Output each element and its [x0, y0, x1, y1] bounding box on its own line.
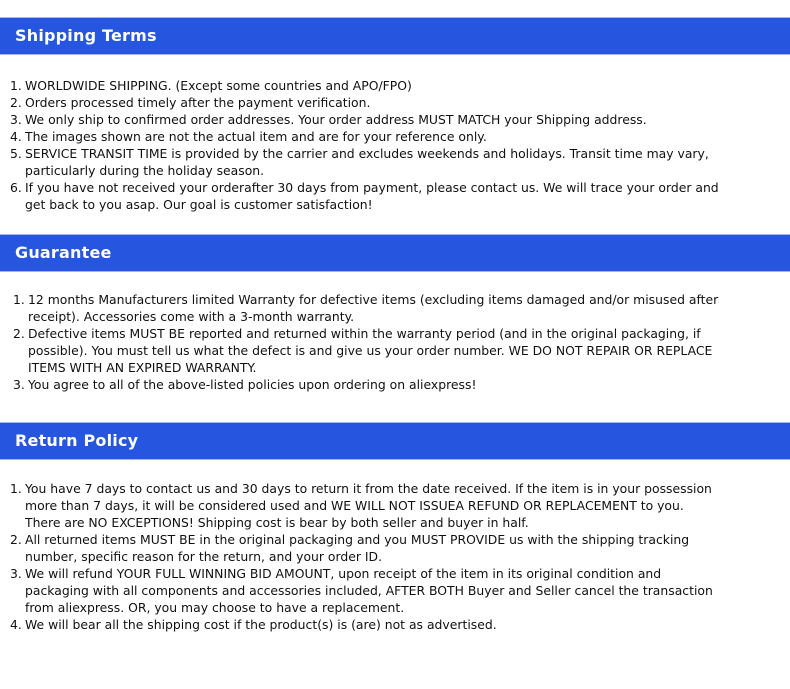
item-text-line: ITEMS WITH AN EXPIRED WARRANTY.	[28, 360, 257, 375]
return-policy-header	[0, 422, 790, 460]
item-text-line: Defective items MUST BE reported and returned within the warranty period (and in the original packaging, if	[28, 326, 701, 341]
section-title: Guarantee	[15, 243, 112, 262]
item-text-line: WORLDWIDE SHIPPING. (Except some countries and APO/FPO)	[25, 78, 412, 93]
list-item	[10, 77, 719, 94]
item-number: 6.	[10, 180, 22, 195]
item-text-line: We will bear all the shipping cost if the product(s) is (are) not as advertised.	[25, 617, 497, 632]
list-item	[10, 128, 719, 145]
item-text-line: We only ship to confirmed order addresses. Your order address MUST MATCH your Shipping address.	[25, 112, 647, 127]
item-text-line: receipt). Accessories come with a 3-month warranty.	[28, 309, 355, 324]
section-title: Return Policy	[15, 431, 139, 450]
item-text-line: particularly during the holiday season.	[25, 163, 265, 178]
item-number: 4.	[10, 129, 22, 144]
item-number: 1.	[13, 292, 25, 307]
guarantee-list	[13, 291, 718, 393]
item-text-line: possible). You must tell us what the defect is and give us your order number. WE DO NOT REPAIR OR REPLACE	[28, 343, 713, 358]
item-text-line: You have 7 days to contact us and 30 days to return it from the date received. If the item is in your possession	[25, 481, 712, 496]
item-text-line: If you have not received your orderafter 30 days from payment, please contact us. We will trace your order and	[25, 180, 719, 195]
item-text-line: SERVICE TRANSIT TIME is provided by the carrier and excludes weekends and holidays. Transit time may vary,	[25, 146, 709, 161]
list-item	[10, 145, 719, 179]
return-policy-list	[10, 480, 713, 633]
item-number: 2.	[13, 326, 25, 341]
item-text-line: more than 7 days, it will be considered used and WE WILL NOT ISSUEA REFUND OR REPLACEMENT to you.	[25, 498, 684, 513]
item-text-line: You agree to all of the above-listed policies upon ordering on aliexpress!	[28, 377, 477, 392]
item-number: 3.	[13, 377, 25, 392]
item-number: 2.	[10, 95, 22, 110]
item-text-line: Orders processed timely after the payment verification.	[25, 95, 371, 110]
shipping-terms-header	[0, 17, 790, 55]
list-item	[10, 480, 713, 531]
item-text-line: number, specific reason for the return, and your order ID.	[25, 549, 383, 564]
item-number: 5.	[10, 146, 22, 161]
list-item	[10, 94, 719, 111]
item-number: 4.	[10, 617, 22, 632]
item-text-line: packaging with all components and accessories included, AFTER BOTH Buyer and Seller cancel the transaction	[25, 583, 713, 598]
shipping-terms-list	[10, 77, 719, 213]
item-number: 2.	[10, 532, 22, 547]
item-text-line: 12 months Manufacturers limited Warranty for defective items (excluding items damaged and/or misused after	[28, 292, 719, 307]
item-text-line: get back to you asap. Our goal is customer satisfaction!	[25, 197, 373, 212]
list-item	[10, 616, 713, 633]
item-text-line: All returned items MUST BE in the original packaging and you MUST PROVIDE us with the shipping tracking	[25, 532, 690, 547]
item-text-line: The images shown are not the actual item and are for your reference only.	[25, 129, 487, 144]
item-number: 3.	[10, 566, 22, 581]
item-number: 1.	[10, 481, 22, 496]
list-item	[13, 291, 718, 325]
list-item	[10, 179, 719, 213]
item-text-line: from aliexpress. OR, you may choose to have a replacement.	[25, 600, 405, 615]
list-item	[13, 325, 718, 376]
guarantee-header	[0, 234, 790, 272]
item-text-line: We will refund YOUR FULL WINNING BID AMOUNT, upon receipt of the item in its original condition and	[25, 566, 662, 581]
list-item	[13, 376, 718, 393]
list-item	[10, 531, 713, 565]
list-item	[10, 111, 719, 128]
item-number: 1.	[10, 78, 22, 93]
item-text-line: There are NO EXCEPTIONS! Shipping cost is bear by both seller and buyer in half.	[25, 515, 529, 530]
item-number: 3.	[10, 112, 22, 127]
list-item	[10, 565, 713, 616]
section-title: Shipping Terms	[15, 26, 157, 45]
